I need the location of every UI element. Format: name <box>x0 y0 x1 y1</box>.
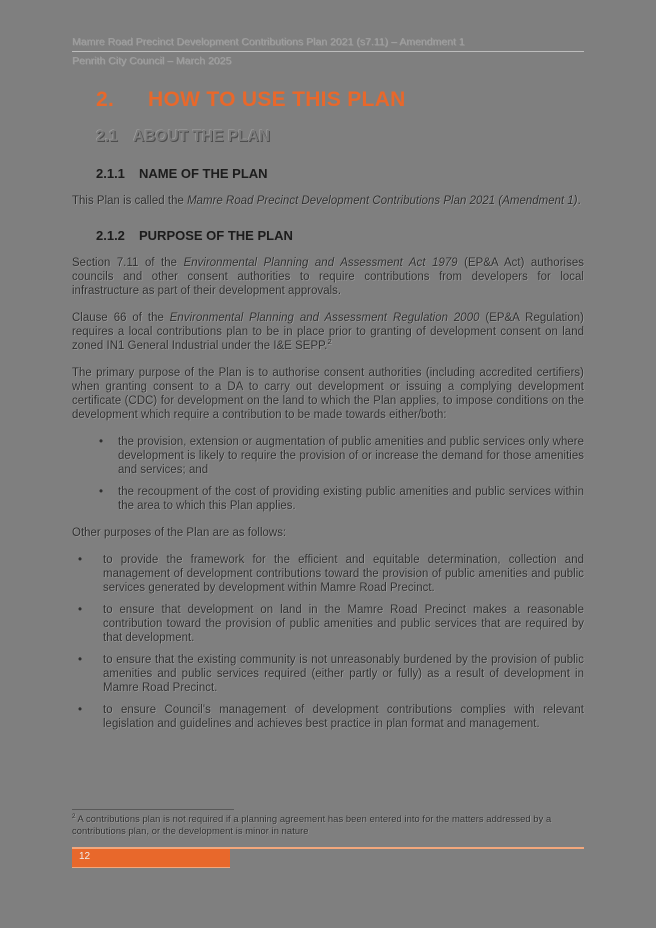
bullet-text: to ensure that the existing community is not unreasonably burdened by the provision of public amenities and public services required (either partly or fully) as a result of development in Mamre Road Precinct. <box>103 654 584 694</box>
bullet-glyph <box>99 435 118 477</box>
section-heading-2-1 <box>96 128 584 146</box>
other-purposes-bullet-list <box>72 553 584 731</box>
paragraph-primary-purpose: The primary purpose of the Plan is to authorise consent authorities (including accredited certifiers) when granting consent to a DA to carry out development or issuing a complying development certificate (CDC) for development on the land to which the Plan applies, to impose conditions on the development which require a contribution to be made towards either/both: <box>72 367 584 421</box>
bullet-item <box>72 653 584 695</box>
paragraph-clause-66: Clause 66 of the Environmental Planning and Assessment Regulation 2000 (EP&A Regulation) requires a local contributions plan to be in place prior to granting of development consent on land zoned IN1 General Industrial under the I&E SEPP.$^2$ <box>72 312 584 352</box>
document-title-header: Mamre Road Precinct Development Contributions Plan 2021 (s7.11) – Amendment 1 <box>72 36 584 52</box>
subsection-number: 2.1.1 <box>96 166 125 181</box>
chapter-title: HOW TO USE THIS PLAN <box>148 88 406 111</box>
bullet-text: to ensure Council's management of development contributions complies with relevant legislation and guidelines and achieves best practice in plan format and management. <box>103 704 584 730</box>
paragraph-section-711: Section 7.11 of the Environmental Planning and Assessment Act 1979 (EP&A Act) authorises councils and other consent authorities to require contributions from developers for local infrastructure as part of their development approvals. <box>72 257 584 297</box>
bullet-text: the recoupment of the cost of providing existing public amenities and public services within the area to which this Plan applies. <box>118 486 584 512</box>
document-subtitle-header: Penrith City Council – March 2025 <box>72 55 232 67</box>
bullet-item <box>99 485 584 513</box>
page-number-box <box>72 849 230 868</box>
paragraph-name-of-plan: This Plan is called the Mamre Road Precinct Development Contributions Plan 2021 (Amendment 1). <box>72 195 581 207</box>
primary-purpose-bullet-list <box>72 435 584 513</box>
bullet-text: to provide the framework for the efficient and equitable determination, collection and management of development contributions toward the provision of public amenities and public services generated by development within Mamre Road Precinct. <box>103 554 584 594</box>
bullet-item <box>72 603 584 645</box>
page-number: 12 <box>79 851 91 862</box>
subsection-number: 2.1.2 <box>96 228 125 243</box>
chapter-number: 2. <box>96 88 115 111</box>
section-title: ABOUT THE PLAN <box>133 128 270 145</box>
bullet-glyph <box>72 653 103 695</box>
subsection-title: PURPOSE OF THE PLAN <box>139 228 293 243</box>
footnote-separator <box>72 809 234 810</box>
bullet-glyph <box>72 703 103 731</box>
bullet-glyph <box>72 553 103 595</box>
chapter-heading <box>96 88 584 112</box>
subsection-heading-2-1-2 <box>96 228 584 243</box>
page-footer <box>72 809 584 868</box>
bullet-item <box>99 435 584 477</box>
bullet-text: to ensure that development on land in the Mamre Road Precinct makes a reasonable contribution toward the provision of public amenities and public services that are required by that development. <box>103 604 584 644</box>
bullet-item <box>72 703 584 731</box>
footnote-text: $^2$ A contributions plan is not required if a planning agreement has been entered into for the matters addressed by a contributions plan, or the development is minor in nature <box>72 812 552 837</box>
bullet-glyph <box>72 603 103 645</box>
section-number: 2.1 <box>96 128 118 145</box>
bullet-text: the provision, extension or augmentation of public amenities and public services only where development is likely to require the provision of or increase the demand for those amenities and services; and <box>118 436 584 476</box>
running-header <box>72 36 584 68</box>
subsection-title: NAME OF THE PLAN <box>139 166 268 181</box>
bullet-item <box>72 553 584 595</box>
paragraph-other-purposes-intro: Other purposes of the Plan are as follows: <box>72 527 287 539</box>
subsection-heading-2-1-1 <box>96 166 584 181</box>
bullet-glyph <box>99 485 118 513</box>
